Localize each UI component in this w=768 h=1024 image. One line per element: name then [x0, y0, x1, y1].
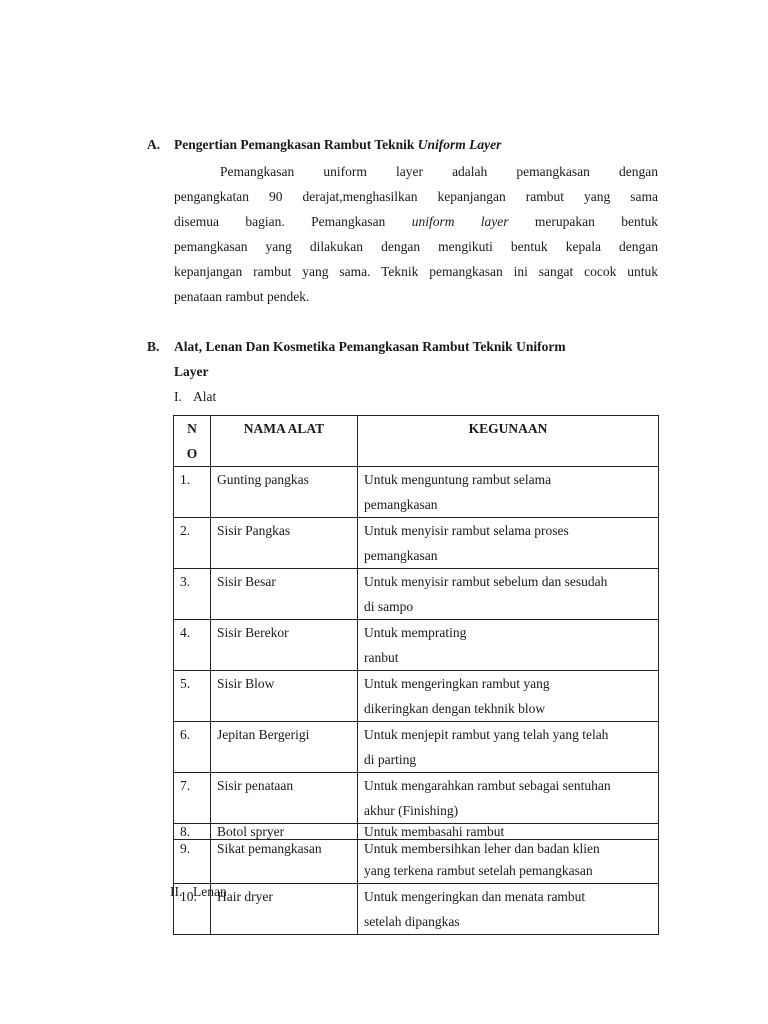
cell-use: [358, 620, 659, 671]
cell-use-line: di parting: [364, 752, 417, 767]
cell-use-line: akhur (Finishing): [364, 803, 459, 818]
table-row: [174, 773, 659, 824]
cell-use: [358, 840, 659, 884]
cell-use-line: Untuk memprating: [364, 625, 467, 640]
cell-use-line: di sampo: [364, 599, 414, 614]
cell-use: [358, 518, 659, 569]
cell-use: [358, 467, 659, 518]
paragraph-line: penataan rambut pendek.: [174, 289, 310, 304]
cell-use-line: yang terkena rambut setelah pemangkasan: [364, 863, 593, 878]
section-a-paragraph: [174, 159, 658, 309]
header-no-line: N: [187, 421, 197, 436]
subsection-alat-number: I.: [174, 389, 182, 404]
cell-no: 10.: [174, 884, 211, 935]
header-no-line: O: [186, 446, 198, 461]
cell-use-line: Untuk membersihkan leher dan badan klien: [364, 841, 600, 856]
paragraph-line: pemangkasan yang dilakukan dengan mengikuti bentuk kepala dengan: [174, 239, 658, 254]
cell-use-line: ranbut: [364, 650, 399, 665]
cell-use: [358, 569, 659, 620]
section-a-title: [174, 137, 501, 153]
cell-name: Gunting pangkas: [211, 467, 358, 518]
cell-name: Hair dryer: [211, 884, 358, 935]
cell-use-line: Untuk mengeringkan dan menata rambut: [364, 889, 586, 904]
cell-use-line: Untuk mengeringkan rambut yang: [364, 676, 550, 691]
header-nama-alat: NAMA ALAT: [211, 416, 358, 467]
cell-name: Sisir penataan: [211, 773, 358, 824]
cell-name: Sisir Besar: [211, 569, 358, 620]
cell-no: 7.: [174, 773, 211, 824]
cell-use-line: Untuk menguntung rambut selama: [364, 472, 552, 487]
subsection-lenan-number: II.: [170, 884, 183, 899]
section-a-title-italic: Uniform Layer: [417, 137, 502, 152]
cell-no: 8.: [174, 824, 211, 840]
cell-use-line: Untuk menjepit rambut yang telah yang telah: [364, 727, 609, 742]
tools-table: [173, 415, 659, 935]
paragraph-line: kepanjangan rambut yang sama. Teknik pemangkasan ini sangat cocok untuk: [174, 264, 658, 279]
paragraph-text: disemua bagian. Pemangkasan: [174, 214, 412, 229]
header-kegunaan: KEGUNAAN: [358, 416, 659, 467]
section-b-letter: B.: [147, 339, 160, 354]
cell-no: 9.: [174, 840, 211, 884]
table-row: [174, 671, 659, 722]
paragraph-text: merupakan bentuk: [508, 214, 658, 229]
cell-use-line: pemangkasan: [364, 497, 438, 512]
paragraph-line: pengangkatan 90 derajat,menghasilkan kepanjangan rambut yang sama: [174, 189, 658, 204]
cell-name: Jepitan Bergerigi: [211, 722, 358, 773]
cell-name: Botol spryer: [211, 824, 358, 840]
table-row: [174, 722, 659, 773]
header-no: [174, 416, 211, 467]
cell-no: 4.: [174, 620, 211, 671]
cell-use-line: Untuk mengarahkan rambut sebagai sentuhan: [364, 778, 611, 793]
cell-use-line: dikeringkan dengan tekhnik blow: [364, 701, 546, 716]
table-row: [174, 620, 659, 671]
paragraph-line: [174, 209, 658, 234]
cell-name: Sisir Pangkas: [211, 518, 358, 569]
cell-use: [358, 671, 659, 722]
cell-use-line: setelah dipangkas: [364, 914, 460, 929]
cell-name: Sisir Berekor: [211, 620, 358, 671]
section-a-title-text: Pengertian Pemangkasan Rambut Teknik: [174, 137, 418, 152]
table-row: [174, 467, 659, 518]
cell-use-line: Untuk menyisir rambut selama proses: [364, 523, 569, 538]
paragraph-line: Pemangkasan uniform layer adalah pemangkasan dengan: [220, 164, 658, 179]
subsection-lenan-label: Lenan: [193, 884, 227, 899]
cell-use-line: pemangkasan: [364, 548, 438, 563]
cell-no: 2.: [174, 518, 211, 569]
table-row: [174, 824, 659, 840]
table-header-row: [174, 416, 659, 467]
cell-name: Sikat pemangkasan: [211, 840, 358, 884]
cell-use: [358, 884, 659, 935]
table-row: [174, 840, 659, 884]
paragraph-italic: uniform layer: [411, 214, 509, 229]
cell-use-line: Untuk menyisir rambut sebelum dan sesudah: [364, 574, 608, 589]
section-a-letter: A.: [147, 137, 161, 152]
cell-use: [358, 773, 659, 824]
section-b-title-line1: Alat, Lenan Dan Kosmetika Pemangkasan Rambut Teknik Uniform: [174, 339, 566, 354]
cell-no: 6.: [174, 722, 211, 773]
table-row: [174, 569, 659, 620]
cell-use: [358, 722, 659, 773]
table-row: [174, 518, 659, 569]
cell-no: 3.: [174, 569, 211, 620]
table-row: [174, 884, 659, 935]
cell-name: Sisir Blow: [211, 671, 358, 722]
cell-no: 5.: [174, 671, 211, 722]
subsection-alat-label: Alat: [193, 389, 217, 404]
cell-use: Untuk membasahi rambut: [358, 824, 659, 840]
section-b-title-line2: Layer: [174, 364, 209, 379]
cell-no: 1.: [174, 467, 211, 518]
